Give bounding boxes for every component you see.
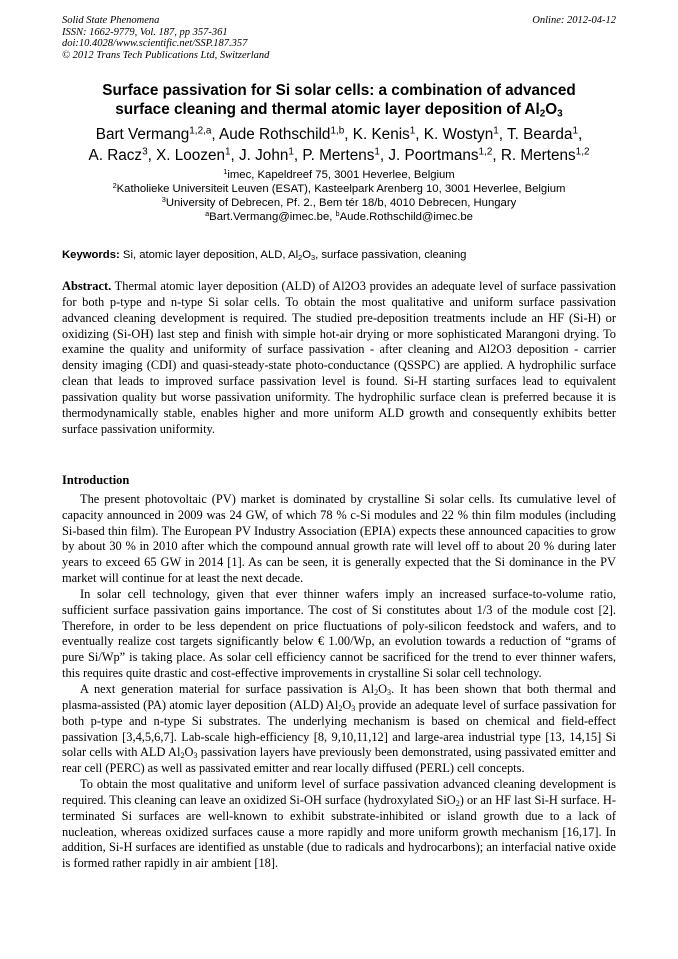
introduction-section [62,473,616,872]
paragraph-2: In solar cell technology, given that ever thinner wafers imply an increased surface-to-volume ratio, sufficient surface passivation gains importance. The cost of Si constitutes about 1/3 of the module cost [2]. Therefore, in order to be less dependent on price fluctuations of poly-silicon feedstock and wafers, and to eventually realize cost targets significantly below € 1.00/Wp, an evolution towards a reduction of “grams of pure Si/Wp” is taking place. As solar cell efficiency cannot be sacrificed for the trend to ever thinner wafers, this requires quite drastic and cost-effective improvements in crystalline Si solar cell technology. [62,586,616,681]
online-date: Online: 2012-04-12 [532,15,616,26]
journal-header [62,15,616,61]
affiliation-2: $^2$Katholieke Universiteit Leuven (ESAT), Kasteelpark Arenberg 10, 3001 Heverlee, Belgium [112,180,566,195]
abstract [62,279,616,437]
author-line-2: A. Racz$^3$, X. Loozen$^1$, J. John$^1$, P. Mertens$^1$, J. Poortmans$^{1,2}$, R. Mertens$^{1,2}$ [88,146,590,164]
abstract-text: Thermal atomic layer deposition (ALD) of Al2O3 provides an adequate level of surface passivation for both p-type and n-type Si solar cells. To obtain the most qualitative and uniform surface passivation advanced cleaning development is required. The studied pre-deposition treatments include an HF (Si-H) or oxidizing (Si-OH) last step and finish with simple hot-air drying or more sophisticated Marangoni drying. To examine the quality and uniformity of surface passivation - after cleaning and Al2O3 deposition - carrier density imaging (CDI) and quasi-steady-state photo-conductance (QSSPC) are applied. A hydrophilic surface clean that leads to improved surface passivation level is found. Si-H starting surfaces lead to equivalent passivation quality but worse passivation uniformity. The hydrophilic surface clean is preferred because it is thermodynamically stable, enables higher and more uniform ALD growth and consequently exhibits better surface passivation uniformity. [62,279,616,436]
journal-doi: doi:10.4028/www.scientific.net/SSP.187.357 [62,38,248,49]
keywords-label: Keywords: [62,249,120,261]
author-line-1: Bart Vermang$^{1,2,a}$, Aude Rothschild$^{1,b}$, K. Kenis$^1$, K. Wostyn$^1$, T. Bearda$^1$, [95,125,583,143]
affiliation-1: $^1$imec, Kapeldreef 75, 3001 Heverlee, Belgium [223,166,455,181]
title-line-2: surface cleaning and thermal atomic layer deposition of $Al_2O_3$ [115,101,563,120]
journal-issn: ISSN: 1662-9779, Vol. 187, pp 357-361 [62,26,228,38]
title-line-1: Surface passivation for Si solar cells: a combination of advanced [102,82,576,99]
author-emails: $^a$Bart.Vermang@imec.be, $^b$Aude.Rothschild@imec.be [205,208,473,223]
paragraph-1: The present photovoltaic (PV) market is dominated by crystalline Si solar cells. Its cumulative level of capacity announced in 2009 was 24 GW, of which 78 % c-Si modules and 22 % thin film modules (including Si-based thin film). The European PV Industry Association (EPIA) expects these announced capacities to grow by about 30 % in 2010 after which the compound annual growth rate will level off to about 20 % during later years to exceed 65 GW in 2014 [1]. As can be seen, it is generally expected that the Si dominance in the PV market will continue for at least the next decade. [62,491,616,586]
paper-title [62,81,616,119]
introduction-heading: Introduction [62,473,130,487]
affiliations [62,168,616,224]
journal-name: Solid State Phenomena [62,15,160,26]
affiliation-3: $^3$University of Debrecen, Pf. 2., Bem tér 18/b, 4010 Debrecen, Hungary [161,194,517,209]
journal-copyright: © 2012 Trans Tech Publications Ltd, Switzerland [62,49,270,61]
paragraph-3: A next generation material for surface passivation is $Al_2O_3$. It has been shown that both thermal and plasma-assisted (PA) atomic layer deposition (ALD) $Al_2O_3$ provide an adequate level of surface passivation for both p-type and n-type Si substrates. The underlying mechanism is based on chemical and field-effect passivation [3,4,5,6,7]. Lab-scale high-efficiency [8, 9,10,11,12] and large-area industrial type [13, 14,15] Si solar cells with ALD $Al_2O_3$ passivation layers have previously been demonstrated, using passivated emitter and rear cell (PERC) as well as passivated emitter and rear locally diffused (PERL) cell concepts. [62,681,616,776]
author-list [62,125,616,166]
abstract-label: Abstract. [62,279,112,293]
keywords: Keywords: Si, atomic layer deposition, ALD, $Al_2O_3$, surface passivation, cleaning [62,249,467,262]
paragraph-4: To obtain the most qualitative and uniform level of surface passivation advanced cleaning development is required. This cleaning can leave an oxidized Si-OH surface (hydroxylated SiO$_2$) or an HF last Si-H surface. H-terminated Si surfaces are well-known to exhibit substrate-inhibited or island growth due to a lack of nucleation, whereas oxidized surfaces cause a more rapidly and more uniform growth mechanism [16,17]. In addition, Si-H surfaces are identified as unstable (due to radicals and hydrocarbons); an interfacial native oxide is formed rather rapidly in air ambient [18]. [62,777,616,871]
